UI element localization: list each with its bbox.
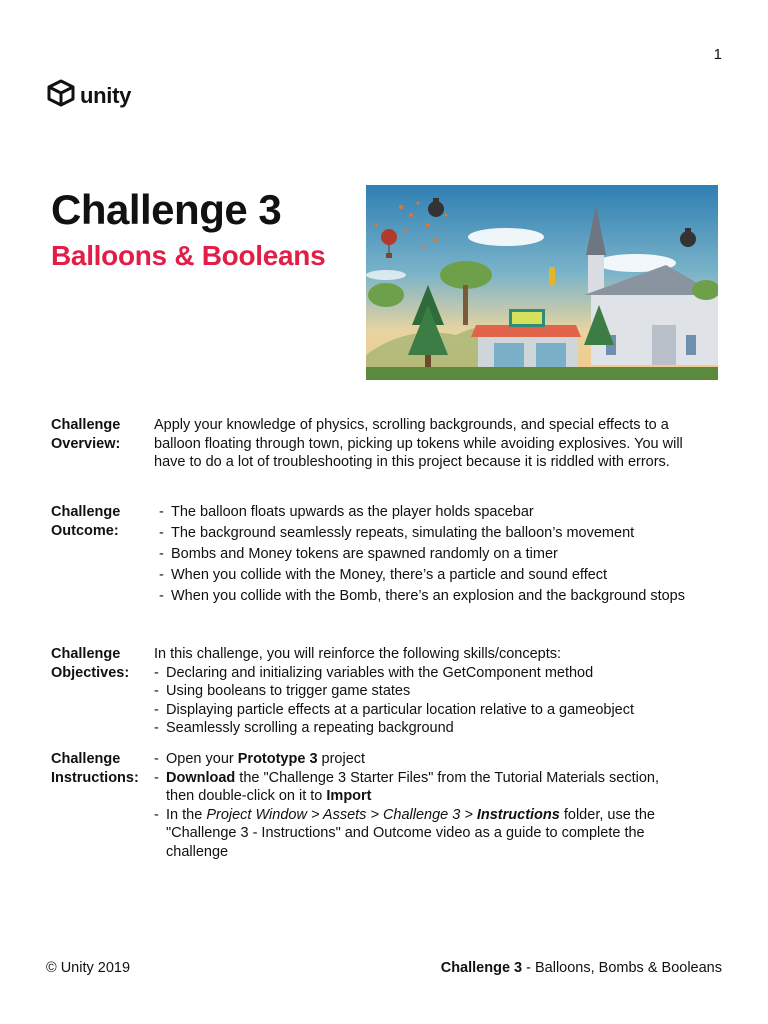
list-item: - Open your Prototype 3 project [154,750,689,769]
list-item: - Download the "Challenge 3 Starter Files" from the Tutorial Materials section, then double-click on it to Import [154,769,689,806]
hero-image [366,185,718,380]
list-item: - Using booleans to trigger game states [154,682,689,701]
logo-text: unity [80,82,132,108]
unity-logo [46,78,131,113]
objectives-label: Challenge Objectives: [51,646,130,681]
outcome-list [154,503,689,606]
footer-copyright: © Unity 2019 [46,960,131,976]
instructions-label: Challenge Instructions: [51,751,139,786]
list-item: - Seamlessly scrolling a repeating background [154,719,689,738]
outcome-content [154,503,689,608]
overview-text: Apply your knowledge of physics, scrolling backgrounds, and special effects to a balloon floating through town, picking up tokens while avoiding explosives. You will have to do a lot of troubleshooting in this project because it is riddled with errors. [154,417,683,470]
list-item: - Declaring and initializing variables with the GetComponent method [154,664,689,683]
page-number: 1 [713,46,722,63]
page-title: Challenge 3 [51,186,282,233]
footer-document-title: Challenge 3 - Balloons, Bombs & Booleans [440,960,722,976]
list-item: - When you collide with the Bomb, there’s an explosion and the background stops [159,587,689,606]
overview-content [154,416,689,472]
objectives-content [154,645,689,738]
instructions-list [154,750,689,861]
list-item: - When you collide with the Money, there’s a particle and sound effect [159,566,689,585]
objectives-intro: In this challenge, you will reinforce the following skills/concepts: [154,646,562,662]
list-item: - The balloon floats upwards as the player holds spacebar [159,503,689,522]
outcome-label: Challenge Outcome: [51,504,121,539]
list-item: - The background seamlessly repeats, simulating the balloon’s movement [159,524,689,543]
objectives-list [154,664,689,738]
page-subtitle: Balloons & Booleans [51,240,326,271]
list-item: - In the Project Window > Assets > Challenge 3 > Instructions folder, use the "Challenge 3 - Instructions" and Outcome video as a guide to complete the challenge [154,806,689,862]
list-item: - Displaying particle effects at a particular location relative to a gameobject [154,701,689,720]
instructions-content [154,750,689,861]
overview-label: Challenge Overview: [51,417,121,452]
list-item: - Bombs and Money tokens are spawned randomly on a timer [159,545,689,564]
unity-logo-icon [46,78,76,113]
